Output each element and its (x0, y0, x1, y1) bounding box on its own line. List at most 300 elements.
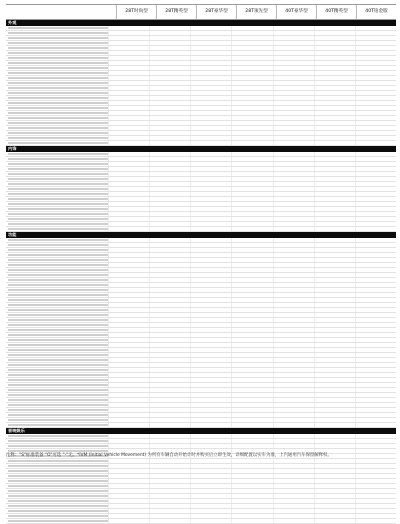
spec-cell (108, 393, 149, 397)
spec-cell (314, 136, 355, 140)
trim-header-1: 28T时尚型 (116, 5, 156, 19)
spec-cell (231, 227, 272, 231)
spec-cell (149, 152, 190, 156)
spec-cell (273, 504, 314, 508)
spec-cell (108, 464, 149, 468)
spec-cell (149, 248, 190, 252)
spec-cell (149, 238, 190, 242)
spec-cell (108, 197, 149, 201)
spec-cell (231, 439, 272, 443)
spec-cell (273, 238, 314, 242)
spec-cell (108, 398, 149, 402)
spec-cell (273, 172, 314, 176)
spec-cell (314, 484, 355, 488)
feature-name-placeholder (8, 344, 108, 346)
spec-cell (273, 308, 314, 312)
spec-cell (190, 363, 231, 367)
spec-cell (314, 227, 355, 231)
spec-cell (314, 192, 355, 196)
spec-cell (355, 111, 396, 115)
spec-cell (108, 253, 149, 257)
spec-cell (355, 207, 396, 211)
spec-cell (190, 263, 231, 267)
feature-name-placeholder (8, 495, 108, 497)
spec-cell (314, 243, 355, 247)
spec-cell (355, 273, 396, 277)
spec-cell (273, 343, 314, 347)
spec-cell (108, 248, 149, 252)
spec-cell (314, 162, 355, 166)
feature-name-placeholder (8, 52, 108, 54)
spec-cell (108, 172, 149, 176)
spec-cell (355, 162, 396, 166)
spec-cell (314, 126, 355, 130)
spec-cell (231, 167, 272, 171)
spec-cell (108, 111, 149, 115)
spec-cell (108, 41, 149, 45)
spec-cell (190, 323, 231, 327)
spec-cell (149, 303, 190, 307)
spec-cell (273, 474, 314, 478)
spec-cell (108, 514, 149, 518)
feature-name-placeholder (8, 404, 108, 406)
spec-cell (314, 41, 355, 45)
spec-cell (231, 273, 272, 277)
spec-cell (231, 283, 272, 287)
spec-cell (149, 136, 190, 140)
spec-cell (314, 212, 355, 216)
spec-cell (108, 499, 149, 503)
spec-cell (355, 71, 396, 75)
spec-cell (149, 348, 190, 352)
feature-name-placeholder (8, 178, 108, 180)
spec-cell (190, 494, 231, 498)
spec-cell (273, 423, 314, 427)
spec-cell (231, 308, 272, 312)
spec-cell (231, 121, 272, 125)
spec-cell (273, 383, 314, 387)
spec-cell (108, 368, 149, 372)
feature-name-placeholder (8, 475, 108, 477)
spec-cell (190, 489, 231, 493)
spec-cell (355, 504, 396, 508)
spec-cell (273, 111, 314, 115)
feature-name-placeholder (8, 460, 108, 462)
spec-cell (190, 197, 231, 201)
feature-name-placeholder (8, 414, 108, 416)
spec-cell (190, 207, 231, 211)
spec-cell (108, 273, 149, 277)
spec-cell (149, 298, 190, 302)
spec-cell (190, 101, 231, 105)
spec-cell (314, 106, 355, 110)
spec-cell (314, 51, 355, 55)
spec-cell (149, 338, 190, 342)
spec-cell (190, 343, 231, 347)
spec-cell (149, 66, 190, 70)
feature-name-placeholder (8, 490, 108, 492)
spec-cell (190, 398, 231, 402)
spec-cell (108, 91, 149, 95)
spec-cell (149, 126, 190, 130)
spec-cell (273, 403, 314, 407)
spec-cell (190, 91, 231, 95)
spec-cell (231, 353, 272, 357)
spec-cell (273, 348, 314, 352)
spec-cell (149, 141, 190, 145)
feature-name-placeholder (8, 284, 108, 286)
spec-cell (273, 177, 314, 181)
spec-cell (149, 283, 190, 287)
spec-cell (149, 207, 190, 211)
spec-cell (314, 86, 355, 90)
spec-cell (149, 177, 190, 181)
feature-name-placeholder (8, 107, 108, 109)
spec-cell (190, 131, 231, 135)
spec-cell (273, 363, 314, 367)
spec-cell (108, 167, 149, 171)
feature-name-placeholder (8, 264, 108, 266)
spec-cell (149, 197, 190, 201)
spec-cell (355, 418, 396, 422)
spec-cell (190, 141, 231, 145)
spec-cell (149, 253, 190, 257)
spec-cell (149, 479, 190, 483)
spec-cell (108, 363, 149, 367)
feature-name-placeholder (8, 163, 108, 165)
spec-cell (231, 338, 272, 342)
spec-cell (355, 444, 396, 448)
spec-cell (231, 101, 272, 105)
spec-cell (231, 238, 272, 242)
feature-name-placeholder (8, 309, 108, 311)
spec-cell (190, 136, 231, 140)
spec-cell (314, 157, 355, 161)
spec-cell (190, 298, 231, 302)
feature-name-placeholder (8, 97, 108, 99)
spec-cell (149, 378, 190, 382)
spec-cell (108, 444, 149, 448)
spec-cell (108, 268, 149, 272)
spec-cell (108, 207, 149, 211)
spec-cell (314, 358, 355, 362)
spec-cell (149, 439, 190, 443)
spec-cell (314, 398, 355, 402)
spec-cell (314, 258, 355, 262)
spec-cell (149, 288, 190, 292)
feature-name-placeholder (8, 67, 108, 69)
spec-cell (314, 222, 355, 226)
spec-cell (108, 101, 149, 105)
spec-cell (190, 499, 231, 503)
spec-cell (231, 253, 272, 257)
spec-cell (355, 343, 396, 347)
feature-name-placeholder (8, 153, 108, 155)
spec-cell (355, 383, 396, 387)
spec-cell (273, 217, 314, 221)
spec-cell (314, 343, 355, 347)
feature-name-placeholder (8, 32, 108, 34)
spec-cell (314, 373, 355, 377)
spec-cell (355, 86, 396, 90)
spec-cell (314, 217, 355, 221)
spec-cell (355, 474, 396, 478)
spec-cell (314, 288, 355, 292)
spec-cell (273, 303, 314, 307)
spec-cell (231, 373, 272, 377)
feature-name-placeholder (8, 274, 108, 276)
feature-name-placeholder (8, 369, 108, 371)
spec-cell (190, 41, 231, 45)
spec-cell (190, 509, 231, 513)
spec-cell (273, 162, 314, 166)
spec-cell (190, 423, 231, 427)
spec-cell (108, 474, 149, 478)
spec-cell (314, 197, 355, 201)
spec-cell (108, 187, 149, 191)
feature-name-placeholder (8, 505, 108, 507)
spec-cell (149, 258, 190, 262)
spec-cell (231, 71, 272, 75)
spec-cell (231, 388, 272, 392)
spec-cell (231, 514, 272, 518)
trim-header-6: 40T精英型 (316, 5, 356, 19)
spec-cell (314, 514, 355, 518)
spec-cell (273, 222, 314, 226)
spec-cell (355, 353, 396, 357)
spec-cell (273, 459, 314, 463)
spec-cell (314, 207, 355, 211)
spec-cell (231, 131, 272, 135)
spec-cell (231, 81, 272, 85)
spec-cell (108, 519, 149, 523)
spec-cell (273, 408, 314, 412)
spec-table (6, 4, 396, 524)
spec-cell (273, 51, 314, 55)
spec-cell (273, 278, 314, 282)
spec-cell (355, 248, 396, 252)
spec-cell (190, 383, 231, 387)
spec-cell (273, 71, 314, 75)
feature-name-placeholder (8, 289, 108, 291)
spec-cell (314, 278, 355, 282)
spec-cell (231, 162, 272, 166)
spec-cell (190, 288, 231, 292)
spec-cell (149, 278, 190, 282)
spec-cell (190, 157, 231, 161)
spec-cell (314, 338, 355, 342)
section-header: 外观 (6, 20, 396, 26)
spec-cell (149, 61, 190, 65)
spec-cell (190, 368, 231, 372)
spec-cell (190, 217, 231, 221)
spec-cell (190, 212, 231, 216)
spec-cell (231, 434, 272, 438)
spec-cell (149, 76, 190, 80)
spec-cell (108, 71, 149, 75)
table-body (6, 20, 396, 524)
spec-cell (108, 413, 149, 417)
spec-cell (355, 121, 396, 125)
spec-cell (314, 61, 355, 65)
spec-cell (355, 31, 396, 35)
spec-cell (314, 413, 355, 417)
spec-cell (190, 459, 231, 463)
spec-cell (108, 192, 149, 196)
spec-cell (273, 479, 314, 483)
spec-cell (108, 222, 149, 226)
spec-cell (355, 61, 396, 65)
spec-cell (355, 358, 396, 362)
spec-cell (314, 408, 355, 412)
spec-cell (231, 484, 272, 488)
spec-cell (355, 126, 396, 130)
spec-cell (355, 41, 396, 45)
feature-name-placeholder (8, 82, 108, 84)
spec-cell (273, 434, 314, 438)
spec-cell (190, 258, 231, 262)
spec-cell (190, 36, 231, 40)
spec-cell (355, 157, 396, 161)
spec-cell (149, 26, 190, 30)
spec-cell (355, 484, 396, 488)
spec-cell (314, 101, 355, 105)
spec-cell (355, 479, 396, 483)
spec-cell (314, 489, 355, 493)
spec-cell (314, 248, 355, 252)
spec-cell (149, 308, 190, 312)
spec-cell (355, 519, 396, 523)
spec-cell (231, 268, 272, 272)
spec-cell (108, 298, 149, 302)
feature-name-placeholder (8, 339, 108, 341)
spec-cell (314, 111, 355, 115)
spec-cell (149, 413, 190, 417)
spec-cell (190, 303, 231, 307)
spec-cell (355, 293, 396, 297)
spec-cell (190, 328, 231, 332)
spec-cell (149, 96, 190, 100)
spec-cell (108, 423, 149, 427)
spec-cell (355, 46, 396, 50)
spec-cell (231, 313, 272, 317)
feature-name-placeholder (8, 203, 108, 205)
section-header: 内饰 (6, 146, 396, 152)
spec-cell (149, 509, 190, 513)
spec-cell (190, 167, 231, 171)
spec-cell (273, 258, 314, 262)
spec-cell (273, 283, 314, 287)
spec-cell (108, 258, 149, 262)
feature-name-placeholder (8, 62, 108, 64)
spec-cell (190, 293, 231, 297)
spec-cell (314, 202, 355, 206)
spec-cell (108, 126, 149, 130)
spec-cell (190, 333, 231, 337)
spec-cell (190, 248, 231, 252)
feature-name-placeholder (8, 389, 108, 391)
section-header: 功能 (6, 232, 396, 238)
spec-cell (314, 353, 355, 357)
spec-cell (190, 464, 231, 468)
spec-cell (231, 126, 272, 130)
spec-cell (314, 479, 355, 483)
spec-cell (314, 378, 355, 382)
spec-cell (355, 268, 396, 272)
spec-cell (108, 459, 149, 463)
spec-cell (231, 212, 272, 216)
spec-cell (273, 444, 314, 448)
spec-cell (190, 373, 231, 377)
spec-cell (108, 61, 149, 65)
spec-cell (273, 494, 314, 498)
spec-cell (108, 76, 149, 80)
spec-cell (355, 413, 396, 417)
spec-cell (108, 373, 149, 377)
spec-cell (273, 212, 314, 216)
spec-cell (273, 207, 314, 211)
spec-cell (273, 116, 314, 120)
spec-cell (314, 268, 355, 272)
spec-cell (190, 444, 231, 448)
spec-cell (314, 81, 355, 85)
feature-name-placeholder (8, 142, 108, 144)
spec-cell (231, 398, 272, 402)
spec-cell (149, 403, 190, 407)
spec-cell (314, 116, 355, 120)
spec-cell (190, 187, 231, 191)
spec-cell (149, 131, 190, 135)
spec-cell (231, 489, 272, 493)
spec-cell (355, 227, 396, 231)
spec-cell (190, 283, 231, 287)
spec-cell (273, 41, 314, 45)
spec-cell (231, 383, 272, 387)
feature-name-placeholder (8, 440, 108, 442)
spec-cell (231, 403, 272, 407)
spec-cell (190, 278, 231, 282)
spec-cell (355, 152, 396, 156)
spec-cell (231, 464, 272, 468)
feature-name-placeholder (8, 259, 108, 261)
spec-cell (190, 338, 231, 342)
spec-cell (273, 141, 314, 145)
spec-cell (314, 474, 355, 478)
spec-cell (314, 66, 355, 70)
spec-cell (108, 51, 149, 55)
spec-cell (108, 378, 149, 382)
spec-cell (273, 202, 314, 206)
spec-cell (108, 328, 149, 332)
spec-cell (314, 303, 355, 307)
spec-cell (190, 484, 231, 488)
spec-cell (273, 187, 314, 191)
feature-name-placeholder (8, 27, 108, 29)
feature-name-placeholder (8, 168, 108, 170)
spec-cell (273, 243, 314, 247)
spec-cell (355, 258, 396, 262)
spec-cell (149, 353, 190, 357)
trim-header-2: 28T精英型 (156, 5, 196, 19)
spec-cell (355, 212, 396, 216)
spec-cell (231, 41, 272, 45)
spec-cell (231, 278, 272, 282)
spec-cell (149, 202, 190, 206)
spec-cell (231, 444, 272, 448)
spec-cell (355, 308, 396, 312)
feature-name-placeholder (8, 319, 108, 321)
spec-cell (314, 31, 355, 35)
